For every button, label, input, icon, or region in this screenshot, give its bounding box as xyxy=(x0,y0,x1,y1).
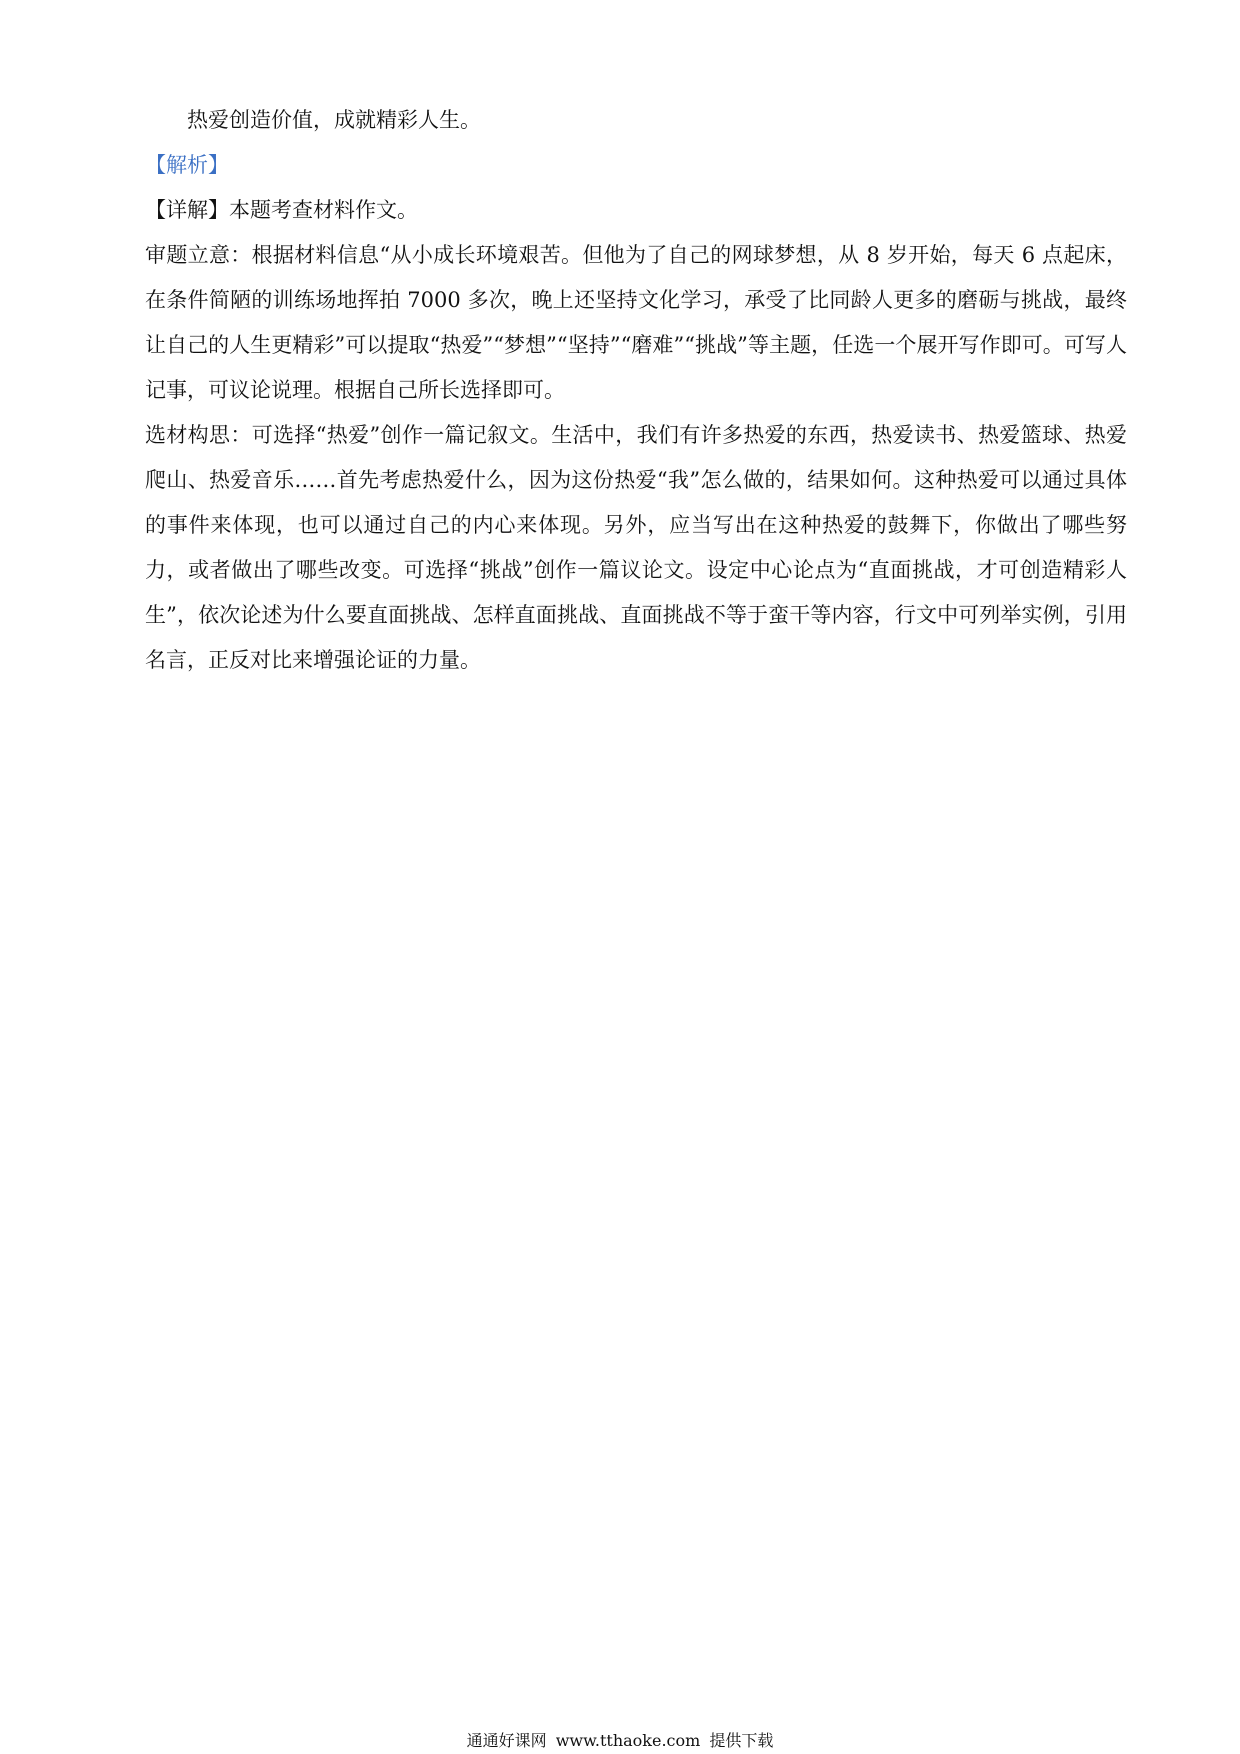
paragraph-topic-analysis: 审题立意：根据材料信息“从小成长环境艰苦。但他为了自己的网球梦想，从 8 岁开始，每天 6 点起床，在条件简陋的训练场地挥拍 7000 多次，晚上还坚持文化学习，承受了比同龄人更多的磨砺与挑战，最终让自己的人生更精彩”可以提取“热爱”“梦想”“坚持”“磨难”“挑战”等主题，任选一个展开写作即可。可写人记事，可议论说理。根据自己所长选择即可。 xyxy=(145,243,1127,402)
footer-suffix: 提供下载 xyxy=(709,1731,774,1750)
paragraph-material-selection: 选材构思：可选择“热爱”创作一篇记叙文。生活中，我们有许多热爱的东西，热爱读书、热爱篮球、热爱爬山、热爱音乐……首先考虑热爱什么，因为这份热爱“我”怎么做的，结果如何。这种热爱可以通过具体的事件来体现，也可以通过自己的内心来体现。另外，应当写出在这种热爱的鼓舞下，你做出了哪些努力，或者做出了哪些改变。可选择“挑战”创作一篇议论文。设定中心论点为“直面挑战，才可创造精彩人生”，依次论述为什么要直面挑战、怎样直面挑战、直面挑战不等于蛮干等内容，行文中可列举实例，引用名言，正反对比来增强论证的力量。 xyxy=(145,423,1127,672)
intro-line: 热爱创造价值，成就精彩人生。 xyxy=(187,108,481,132)
detail-heading: 【详解】 xyxy=(145,198,229,222)
analysis-heading: 【解析】 xyxy=(145,153,229,177)
page-footer xyxy=(0,1730,1240,1752)
footer-url[interactable]: www.tthaoke.com xyxy=(555,1731,701,1750)
document-body xyxy=(145,98,1127,683)
footer-site-name: 通通好课网 xyxy=(466,1731,547,1750)
detail-line xyxy=(145,188,1127,233)
detail-text: 本题考查材料作文。 xyxy=(229,198,418,222)
